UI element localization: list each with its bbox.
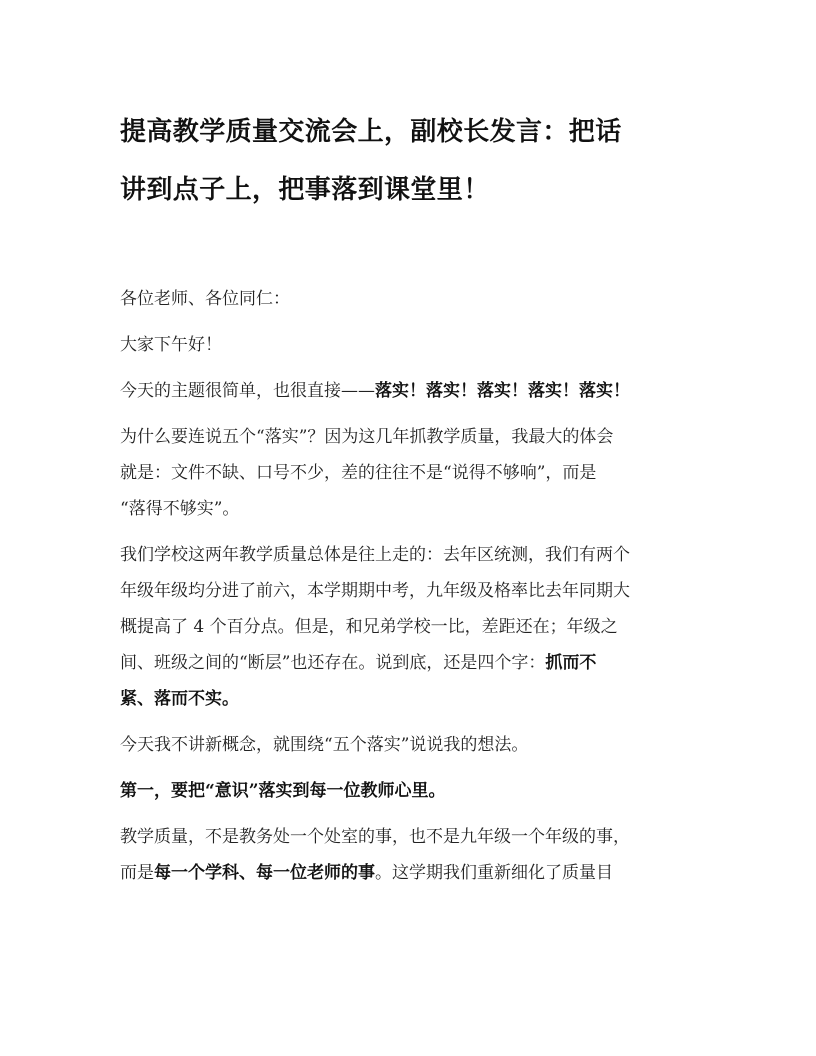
school-paragraph (120, 537, 700, 717)
document-body (120, 281, 700, 901)
school-line-4 (120, 645, 700, 681)
theme-text: 今天的主题很简单，也很直接—— (120, 381, 375, 401)
theme-emphasis: 落实！落实！落实！落实！落实！ (375, 381, 630, 401)
quality-paragraph (120, 819, 700, 891)
school-line-1: 我们学校这两年教学质量总体是往上走的：去年区统测，我们有两个 (120, 545, 630, 565)
quality-line-1: 教学质量，不是教务处一个处室的事，也不是九年级一个年级的事， (120, 827, 630, 847)
why-line-3: “落得不够实”。 (120, 499, 240, 519)
why-line-1: 为什么要连说五个“落实”？因为这几年抓教学质量，我最大的体会 (120, 427, 614, 447)
why-paragraph (120, 419, 700, 527)
greeting-paragraph (120, 281, 700, 317)
why-line-2: 就是：文件不缺、口号不少，差的往往不是“说得不够响”，而是 (120, 463, 597, 483)
today-paragraph (120, 727, 700, 763)
greeting-text: 各位老师、各位同仁： (120, 289, 290, 309)
theme-line (120, 373, 700, 409)
section-heading-1-text: 第一，要把“意识”落实到每一位教师心里。 (120, 781, 446, 801)
quality-line-2-pre: 而是 (120, 863, 154, 883)
quality-line-2-post: 。这学期我们重新细化了质量目 (375, 863, 613, 883)
today-text: 今天我不讲新概念，就围绕“五个落实”说说我的想法。 (120, 735, 529, 755)
section-heading-1 (120, 773, 700, 809)
quality-line-2 (120, 855, 700, 891)
school-line-3: 概提高了 4 个百分点。但是，和兄弟学校一比，差距还在；年级之 (120, 617, 618, 637)
salutation-text: 大家下午好！ (120, 335, 222, 355)
salutation-paragraph (120, 327, 700, 363)
title-line-2: 讲到点子上，把事落到课堂里！ (120, 175, 490, 205)
school-line-2: 年级年级均分进了前六，本学期期中考，九年级及格率比去年同期大 (120, 581, 630, 601)
document-title (120, 103, 700, 219)
quality-line-2-emphasis: 每一个学科、每一位老师的事 (154, 863, 375, 883)
school-line-4-text: 间、班级之间的“断层”也还存在。说到底，还是四个字： (120, 653, 546, 673)
theme-paragraph (120, 373, 700, 409)
school-line-4-emphasis: 抓而不 (545, 653, 597, 673)
school-line-5-emphasis: 紧、落而不实。 (120, 689, 239, 709)
title-line-1: 提高教学质量交流会上，副校长发言：把话 (120, 117, 622, 147)
